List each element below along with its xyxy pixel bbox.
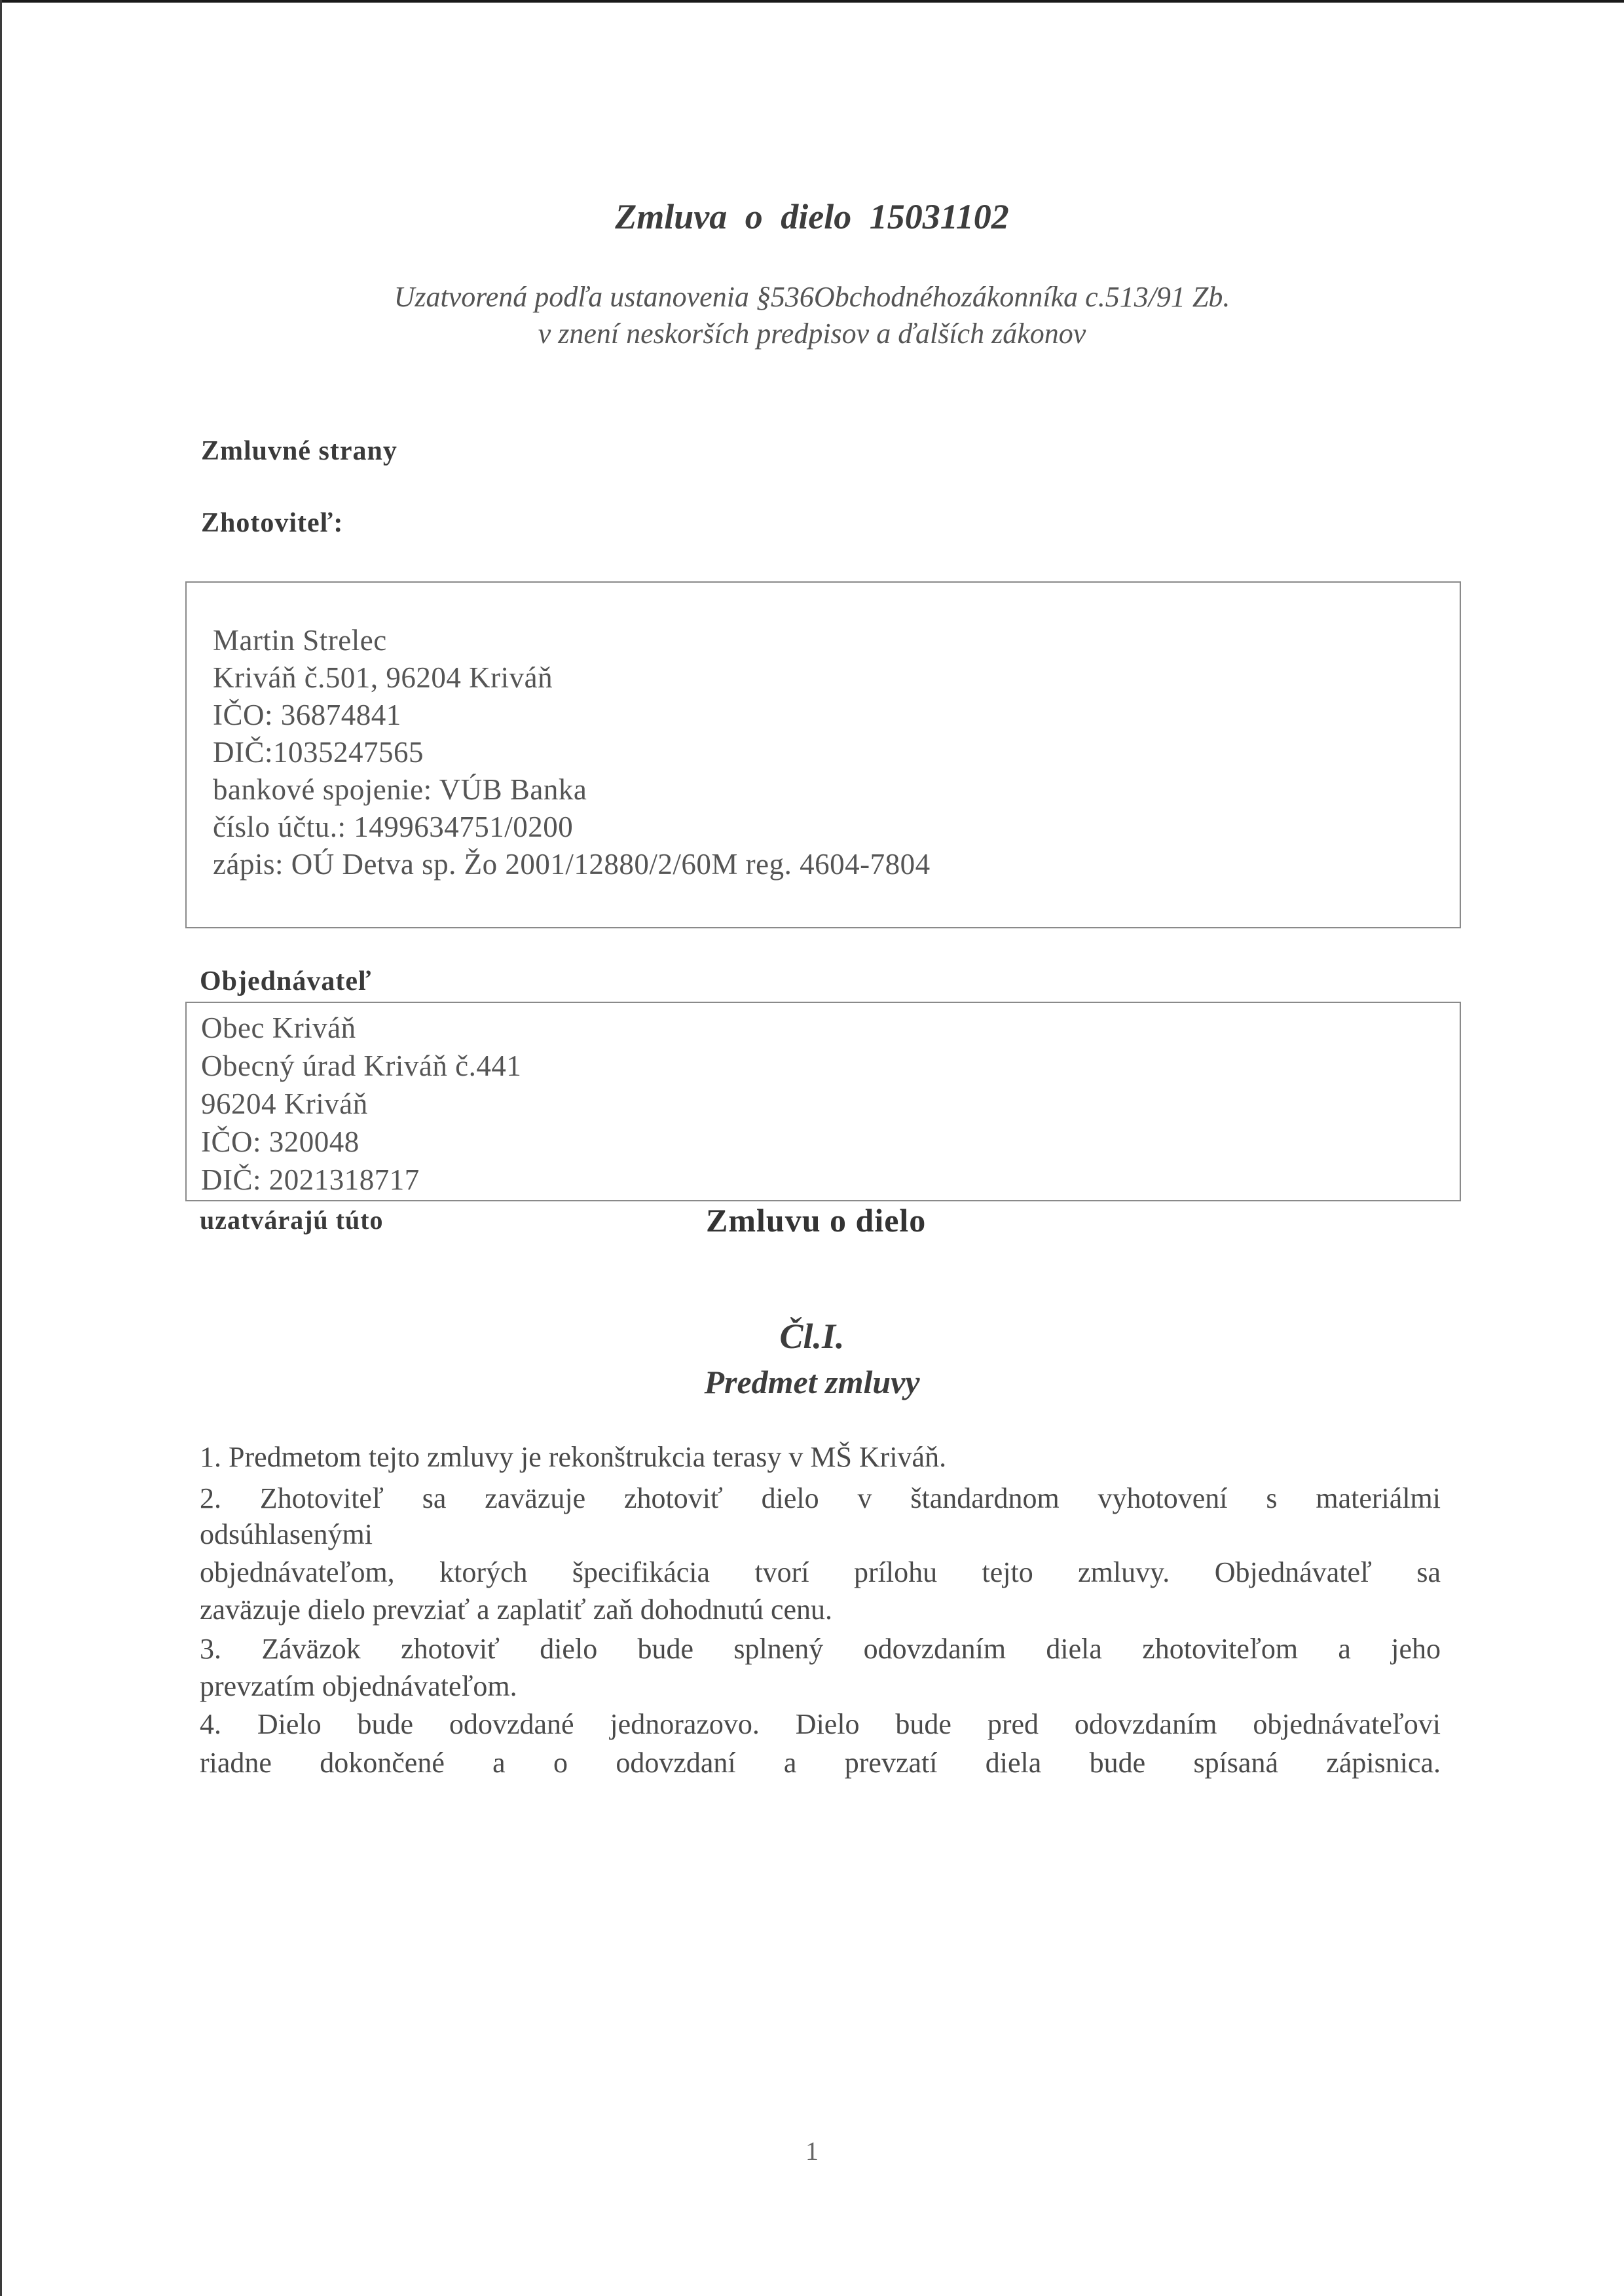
client-ico: IČO: 320048 bbox=[201, 1125, 360, 1158]
client-office: Obecný úrad Kriváň č.441 bbox=[201, 1049, 522, 1082]
contractor-bank: bankové spojenie: VÚB Banka bbox=[213, 773, 587, 806]
contractor-account: číslo účtu.: 1499634751/0200 bbox=[213, 811, 574, 843]
page-number: 1 bbox=[805, 2136, 819, 2166]
subtitle-line-1: Uzatvorená podľa ustanovenia §536Obchodnéhozákonníka c.513/91 Zb. bbox=[394, 281, 1230, 313]
article-number: Čl.I. bbox=[779, 1317, 845, 1356]
parties-heading: Zmluvné strany bbox=[201, 436, 397, 466]
contractor-box bbox=[185, 581, 1461, 928]
client-name: Obec Kriváň bbox=[201, 1011, 356, 1044]
paragraph-line-6: 3. Záväzok zhotoviť dielo bude splnený odovzdaním diela zhotoviteľom a jeho bbox=[200, 1633, 1441, 1665]
contractor-dic: DIČ:1035247565 bbox=[213, 736, 424, 769]
contractor-heading: Zhotoviteľ: bbox=[201, 508, 344, 538]
client-dic: DIČ: 2021318717 bbox=[201, 1163, 420, 1196]
client-heading: Objednávateľ bbox=[200, 966, 372, 996]
client-box bbox=[185, 1002, 1461, 1201]
contractor-ico: IČO: 36874841 bbox=[213, 699, 401, 731]
contractor-registration: zápis: OÚ Detva sp. Žo 2001/12880/2/60M reg. 4604-7804 bbox=[213, 848, 931, 881]
paragraph-line-8: 4. Dielo bude odovzdané jednorazovo. Dielo bude pred odovzdaním objednávateľovi bbox=[200, 1708, 1441, 1740]
paragraph-line-9: riadne dokončené a o odovzdaní a prevzatí diela bude spísaná zápisnica. bbox=[200, 1747, 1441, 1779]
document-title: Zmluva o dielo 15031102 bbox=[615, 197, 1009, 236]
client-address: 96204 Kriváň bbox=[201, 1087, 368, 1120]
paragraph-line-2: 2. Zhotoviteľ sa zaväzuje zhotoviť dielo v štandardnom vyhotovení s materiálmi bbox=[200, 1482, 1441, 1514]
paragraph-line-4: objednávateľom, ktorých špecifikácia tvorí prílohu tejto zmluvy. Objednávateľ sa bbox=[200, 1556, 1441, 1588]
paragraph-line-3: odsúhlasenými bbox=[200, 1518, 373, 1550]
page-top-edge bbox=[0, 0, 1624, 3]
paragraph-line-5: zaväzuje dielo prevziať a zaplatiť zaň dohodnutú cenu. bbox=[200, 1594, 833, 1626]
subtitle-line-2: v znení neskorších predpisov a ďalších zákonov bbox=[538, 318, 1086, 350]
contractor-address: Kriváň č.501, 96204 Kriváň bbox=[213, 661, 553, 694]
concluding-text: uzatvárajú túto bbox=[200, 1205, 384, 1235]
paragraph-line-1: 1. Predmetom tejto zmluvy je rekonštrukcia terasy v MŠ Kriváň. bbox=[200, 1441, 947, 1473]
contract-name-heading: Zmluvu o dielo bbox=[706, 1202, 927, 1239]
article-title: Predmet zmluvy bbox=[704, 1364, 920, 1400]
paragraph-line-7: prevzatím objednávateľom. bbox=[200, 1670, 517, 1702]
contractor-name: Martin Strelec bbox=[213, 624, 387, 657]
